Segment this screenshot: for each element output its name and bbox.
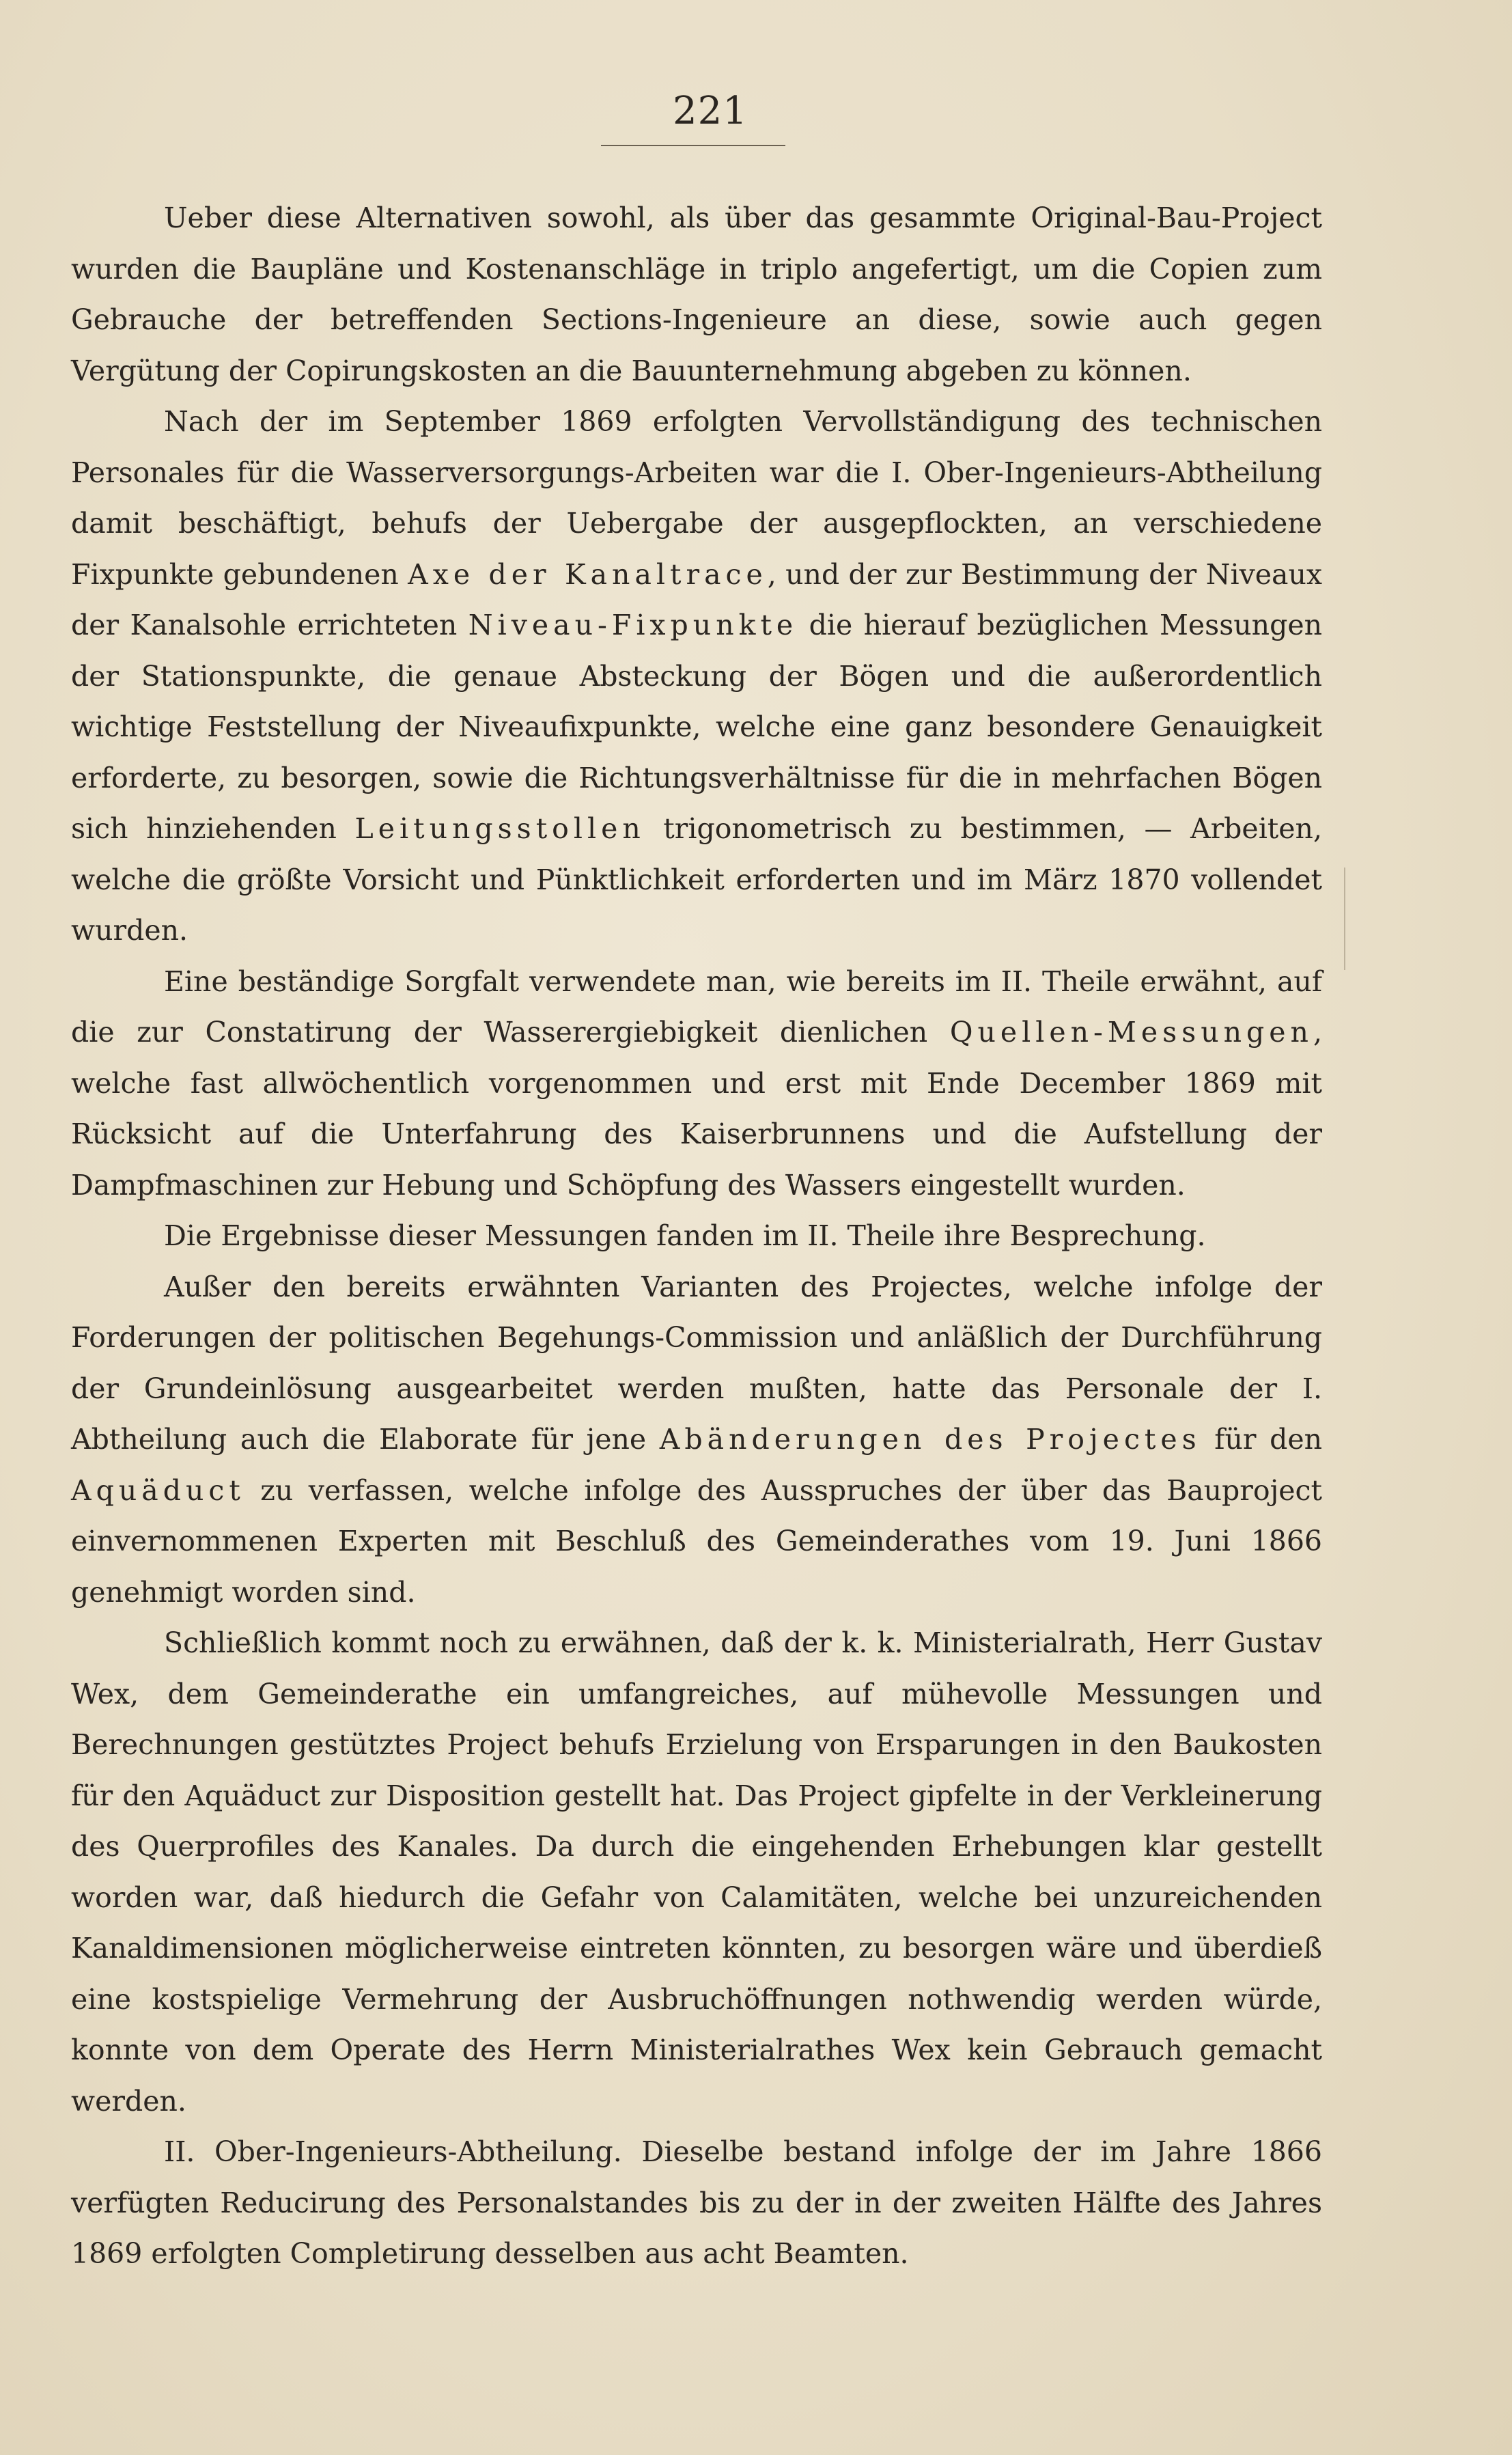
emphasis-abaenderungen-des-projectes: Abänderungen des Projectes	[659, 1423, 1201, 1456]
emphasis-niveau-fixpunkte: Niveau-Fixpunkte	[468, 609, 798, 641]
emphasis-aquaeduct: Aquäduct	[71, 1473, 245, 1507]
paragraph-variants: Außer den bereits erwähnten Varianten des Projectes, welche infolge der Forderungen der politischen Begehungs-Commission und anläßlich der Durchführung der Grundeinlösung ausgearbeitet werden mußten, hatte das Personale der I. Abtheilung auch die Elaborate für jene Abänderungen des Projectes für den Aquäduct zu verfassen, welche infolge des Ausspruches der über das Bauproject einvernommenen Experten mit Beschluß des Gemeinderathes vom 19. Juni 1866 genehmigt worden sind.	[71, 1270, 1322, 1609]
paragraph-wex-project: Schließlich kommt noch zu erwähnen, daß der k. k. Ministerialrath, Herr Gustav Wex, dem Gemeinderathe ein umfangreiches, auf mühevolle Messungen und Berechnungen gestütztes Project behufs Erzielung von Ersparungen in den Baukosten für den Aquäduct zur Disposition gestellt hat. Das Project gipfelte in der Verkleinerung des Querprofiles des Kanales. Da durch die eingehenden Erhebungen klar gestellt worden war, daß hiedurch die Gefahr von Calamitäten, welche bei unzureichenden Kanaldimensionen möglicherweise eintreten könnten, zu besorgen wäre und überdieß eine kostspielige Vermehrung der Ausbruchöffnungen nothwendig werden würde, konnte von dem Operate des Herrn Ministerialrathes Wex kein Gebrauch gemacht werden.	[71, 1626, 1322, 2118]
body-text	[71, 193, 1322, 2279]
paragraph-surveying: Nach der im September 1869 erfolgten Vervollständigung des technischen Personales für die Wasserversorgungs-Arbeiten war die I. Ober-Ingenieurs-Abtheilung damit beschäftigt, behufs der Uebergabe der ausgepflockten, an verschiedene Fixpunkte gebundenen Axe der Kanaltrace, und der zur Bestimmung der Niveaux der Kanalsohle errichteten Niveau-Fixpunkte die hierauf bezüglichen Messungen der Stationspunkte, die genaue Absteckung der Bögen und die außerordentlich wichtige Feststellung der Niveaufixpunkte, welche eine ganz besondere Genauigkeit erforderte, zu besorgen, sowie die Richtungsverhältnisse für die in mehrfachen Bögen sich hinziehenden Leitungsstollen trigonometrisch zu bestimmen, — Arbeiten, welche die größte Vorsicht und Pünktlichkeit erforderten und im März 1870 vollendet wurden.	[71, 405, 1322, 947]
emphasis-quellen-messungen: Quellen-Messungen	[949, 1016, 1313, 1049]
paragraph-second-department: II. Ober-Ingenieurs-Abtheilung. Dieselbe bestand infolge der im Jahre 1866 verfügten Reducirung des Personalstandes bis zu der in der zweiten Hälfte des Jahres 1869 erfolgten Completirung desselben aus acht Beamten.	[71, 2135, 1322, 2270]
heading-ober-ingenieurs-abtheilung: Ober-Ingenieurs-Abtheilung.	[214, 2135, 622, 2168]
emphasis-leitungsstollen: Leitungsstollen	[354, 812, 645, 845]
paragraph-alternatives: Ueber diese Alternativen sowohl, als über das gesammte Original-Bau-Project wurden die Baupläne und Kostenanschläge in triplo angefertigt, um die Copien zum Gebrauche der betreffenden Sections-Ingenieure an diese, sowie auch gegen Vergütung der Copirungskosten an die Bauunternehmung abgeben zu können.	[71, 202, 1322, 387]
paragraph-results: Die Ergebnisse dieser Messungen fanden im II. Theile ihre Besprechung.	[164, 1219, 1206, 1252]
paragraph-spring-measurements: Eine beständige Sorgfalt verwendete man, wie bereits im II. Theile erwähnt, auf die zur Constatirung der Wasserergiebigkeit dienlichen Quellen-Messungen, welche fast allwöchentlich vorgenommen und erst mit Ende December 1869 mit Rücksicht auf die Unterfahrung des Kaiserbrunnens und die Aufstellung der Dampfmaschinen zur Hebung und Schöpfung des Wassers eingestellt wurden.	[71, 965, 1322, 1202]
page-number: 221	[673, 89, 748, 133]
header-rule	[601, 145, 785, 146]
emphasis-axe-der-kanaltrace: Axe der Kanaltrace	[408, 557, 768, 591]
margin-mark	[1344, 868, 1345, 970]
